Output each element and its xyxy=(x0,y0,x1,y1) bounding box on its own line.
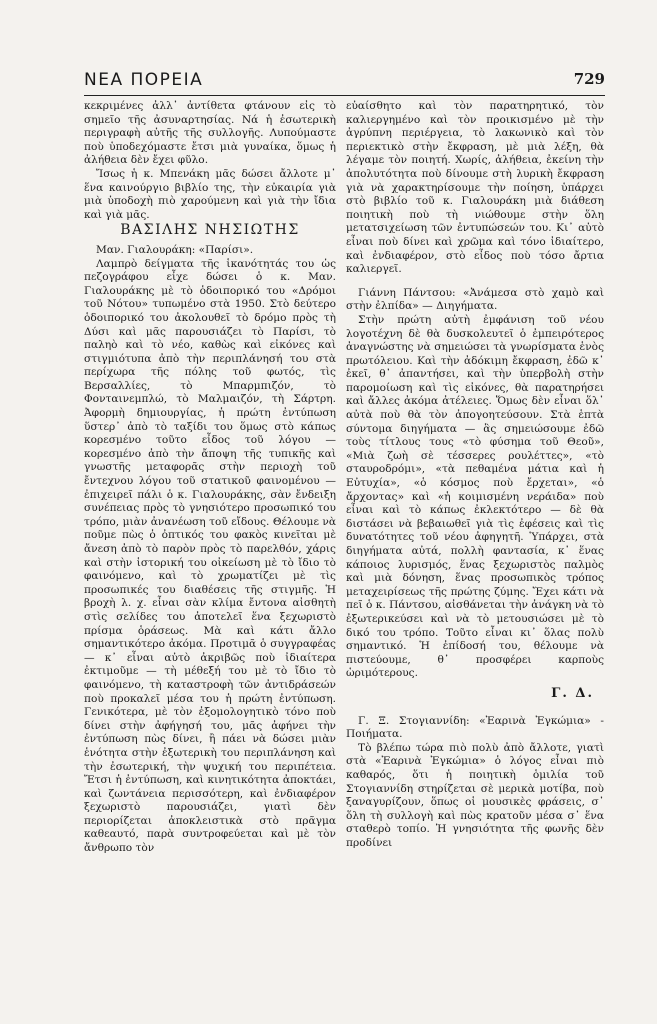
spacer xyxy=(346,277,604,287)
author-initials: Γ. Δ. xyxy=(551,685,594,701)
review-paragraph: Λαμπρὸ δείγματα τῆς ἱκανότητάς του ὡς πεζογράφου εἶχε δώσει ὁ κ. Μαν. Γιαλουράκης μὲ τὸ ὁδοιπορικό του «Δρόμοι τοῦ Νότου» τυπωμένο στὰ 1950. Στὸ δεύτερο ὁδοιπορικό του ἀκολουθεῖ τὸ δρόμο πρὸς τὴ Δύσι καὶ μᾶς παρουσιάζει τὸ Παρίσι, τὸ παληὸ καὶ τὸ νέο, καθὼς καὶ εἰκόνες καὶ στιγμιότυπα ἀπὸ τὴν περιπλάνησή του στὰ περίχωρα τῆς πόλης τοῦ φωτός, τὶς Βερσαλλίες, τὸ Μπαρμπιζόν, τὸ Φονταινεμπλώ, τὸ Μαλμαιζόν, τὴ Σάρτρη. Ἀφορμὴ δημιουργίας, ἡ πρώτη ἐντύπωση ὕστερ᾿ ἀπὸ τὸ ταξίδι του ὅμως στὸ κάπως κορεσμένο τοῦτο εἶδος τοῦ λόγου — κορεσμένο ἀπὸ τὴν ἄποψη τῆς τυπικῆς καὶ γνωστῆς μεταφορᾶς στὴν περιοχὴ τοῦ ἔντεχνου λόγου τοῦ στατικοῦ φαινομένου — ἐπιχειρεῖ πάλι ὁ κ. Γιαλουράκης, σὰν ἔνδειξη συνέπειας πρὸς τὸ γνησιότερο προσωπικό του τρόπο, μιὰν ἀνανέωση τοῦ εἴδους. Θέλουμε νὰ ποῦμε πὼς ὁ ὀπτικός του φακὸς κινεῖται μὲ ἄνεση ἀπὸ τὸ παρὸν πρὸς τὸ παρελθόν, χάρις καὶ στὴν ἱστορική του οἰκείωση μὲ τὸ ἴδιο τὸ φαινόμενο, καὶ τὸ χρωματίζει μὲ τὶς προσωπικές του διαθέσεις τῆς στιγμῆς. Ἡ βροχὴ λ. χ. εἶναι σὰν κλίμα ἔντονα αἰσθητὴ στὶς σελίδες του ἀποτελεῖ ἕνα ξεχωριστὸ πρίσμα ὁράσεως. Μὰ καὶ κάτι ἄλλο σημαντικότερο ἀκόμα. Προτιμᾶ ὁ συγγραφέας — κ᾿ εἶναι αὐτὸ ἀκριβῶς ποὺ ἰδιαίτερα ἐκτιμοῦμε — τὴ μέθεξή του μὲ τὸ ἴδιο τὸ φαινόμενο, τὴ καταστροφὴ τῶν ἀντιδράσεών ποὺ προκαλεῖ μέσα του ἡ πρώτη ἐντύπωση. Γενικότερα, μὲ τὸν ἐξομολογητικὸ τόνο ποὺ δίνει στὴν ἀφήγησή του, μᾶς ἀφήνει τὴν ἐντύπωση πὼς δίνει, ἢ πάει νὰ δώσει μιὰν ἑνότητα στὴν ἐξωτερικὴ του περιπλάνηση καὶ τὴν ἐσωτερική, τὴν ψυχική του περιπέτεια. Ἔτσι ἡ ἐντύπωση, καὶ κινητικότητα ἀποκτάει, καὶ ζωντάνεια περισσότερη, καὶ ἐνδιαφέρον ξεχωριστὸ παρουσιάζει, γιατὶ δὲν περιορίζεται ἀποκλειστικὰ στὸ πρᾶγμα καθεαυτό, παρὰ συντροφεύεται καὶ μὲ τὸν ἄνθρωπο τὸν xyxy=(84,257,336,855)
running-head: ΝΕΑ ΠΟΡΕΙΑ xyxy=(84,70,204,90)
review-heading: Γ. Ξ. Στογιαννίδη: «Ἐαρινὰ Ἐγκώμια» - Ποιήματα. xyxy=(346,714,604,741)
right-column xyxy=(346,100,604,850)
review-heading: Γιάννη Πάντσου: «Ἀνάμεσα στὸ χαμὸ καὶ στὴν ἐλπίδα» — Διηγήματα. xyxy=(346,286,604,313)
review-heading: Μαν. Γιαλουράκη: «Παρίσι». xyxy=(96,243,254,256)
review-paragraph: Ἴσως ἡ κ. Μπενάκη μᾶς δώσει ἄλλοτε μ᾿ ἕνα καινούργιο βιβλίο της, τὴν εὐκαιρία γιὰ μιὰ ὑποδοχὴ πιὸ χαρούμενη καὶ γιὰ τὴν ἴδια καὶ γιὰ μᾶς. xyxy=(84,167,336,221)
page-header xyxy=(84,70,605,92)
header-rule xyxy=(84,95,605,96)
review-paragraph: εὐαίσθητο καὶ τὸν παρατηρητικό, τὸν καλιεργημένο καὶ τὸν προικισμένο μὲ τὴν ἀγρύπνη περιέργεια, τὸ λακωνικὸ καὶ τὸν περιεκτικὸ στὴν ἔκφραση, μὲ μιὰ λέξη, θὰ λέγαμε τὸν ποιητή. Χωρίς, ἀλήθεια, ἐκείνη τὴν ἀπολυτότητα ποὺ δίνουμε στὴ λυρικὴ ἔκφραση γιὰ νὰ χαρακτηρίσουμε τὴν ποίηση, ὑπάρχει στὸ βιβλίο τοῦ κ. Γιαλουράκη μιὰ διάθεση ποιητικὴ ποὺ τὴ νιώθουμε στὴν ὅλη μετατσιχείωση τῶν ἐντυπώσεών του. Κι᾿ αὐτὸ εἶναι ποὺ δίνει καὶ χρῶμα καὶ τόνο ἰδιαίτερο, καὶ ἐνδιαφέρον, στὸ εἶδος ποὺ τόσο ἄρτια καλιεργεῖ. xyxy=(346,100,604,276)
review-paragraph: Τὸ βλέπω τώρα πιὸ πολὺ ἀπὸ ἄλλοτε, γιατὶ στὰ «Ἐαρινὰ Ἐγκώμια» ὁ λόγος εἶναι πιὸ καθαρός, ὅτι ἡ ποιητικὴ ὁμιλία τοῦ Στογιαννίδη στηρίζεται σὲ μερικὰ μοτίβα, ποὺ ξαναγυρίζουν, ὅπως οἱ μουσικὲς φράσεις, σ᾿ ὅλη τὴ συλλογὴ καὶ πὼς κρατοῦν μέσα σ᾿ ἕνα σταθερὸ τοπίο. Ἡ γνησιότητα τῆς φωνῆς δὲν προδίνει xyxy=(346,741,604,849)
author-signature: ΒΑΣΙΛΗΣ ΝΗΣΙΩΤΗΣ xyxy=(120,222,300,239)
review-paragraph: κεκριμένες ἀλλ᾿ ἀντίθετα φτάνουν εἰς τὸ σημεῖο τῆς ἀσυναρτησίας. Νά ἡ ἐσωτερικὴ περιγραφὴ αὐτῆς τῆς συλλογῆς. Λυπούμαστε ποὺ ὑποδεχόμαστε ἔτσι μιὰ γυναίκα, ὅμως ἡ ἀλήθεια δὲν ἔχει φῦλο. xyxy=(84,100,336,167)
left-column xyxy=(84,100,336,856)
page-number: 729 xyxy=(573,70,605,88)
review-paragraph: Στὴν πρώτη αὐτὴ ἐμφάνιση τοῦ νέου λογοτέχνη δὲ θὰ δυσκολευτεῖ ὁ ἐμπειρότερος ἀναγνώστης νὰ σημειώσει τὰ γνωρίσματα ἑνὸς πρωτόλειου. Καὶ τὴν ἀδόκιμη ἔκφραση, ἐδῶ κ᾿ ἐκεῖ, θ᾿ ἀπαντήσει, καὶ τὴν ὑπερβολὴ στὴν παρομοίωση καὶ τὶς εἰκόνες, θὰ παρατηρήσει καὶ ἄλλες ἀκόμα ἀτέλειες. Ὅμως δὲν εἶναι ὅλ᾿ αὐτὰ ποὺ θὰ τὸν ἀπογοητεύσουν. Στὰ ἑπτὰ σύντομα διηγήματα — ἂς σημειώσουμε ἐδῶ τοὺς τίτλους τους «τὸ φύσημα τοῦ Θεοῦ», «Μιὰ ζωὴ σὲ τέσσερες ρουλέττες», «τὸ σταυροδρόμι», «τὰ πεθαμένα μάτια καὶ ἡ Εὐτυχία», «ὁ κόσμος ποὺ ἔρχεται», «ὁ ἄρχοντας» καὶ «ἡ κοιμισμένη νεράιδα» ποὺ εἶναι καὶ τὸ κάπως ἐκλεκτότερο — δὲ θὰ διστάσει νὰ βεβαιωθεῖ γιὰ τὶς ἐφέσεις καὶ τὶς δυνατότητες τοῦ νέου ἀφηγητῆ. Ὑπάρχει, στὰ διηγήματα αὐτά, πολλὴ φαντασία, κ᾿ ἕνας κάποιος λυρισμός, ἕνας ξεχωριστὸς παλμὸς καὶ μιὰ δόνηση, ἕνας προσωπικὸς τρόπος μεταχειρίσεως τῆς πρώτης ζύμης. Ἔχει κάτι νὰ πεῖ ὁ κ. Πάντσου, αἰσθάνεται τὴν ἀνάγκη νὰ τὸ ἐξωτερικεύσει καὶ νὰ τὸ μετουσιώσει μὲ τὸ δικό του τρόπο. Τοῦτο εἶναι κι᾿ ὅλας πολὺ σημαντικό. Ἡ ἐπίδοσή του, θέλουμε νὰ πιστεύουμε, θ᾿ προσφέρει καρποὺς ὡριμότερους. xyxy=(346,313,604,680)
